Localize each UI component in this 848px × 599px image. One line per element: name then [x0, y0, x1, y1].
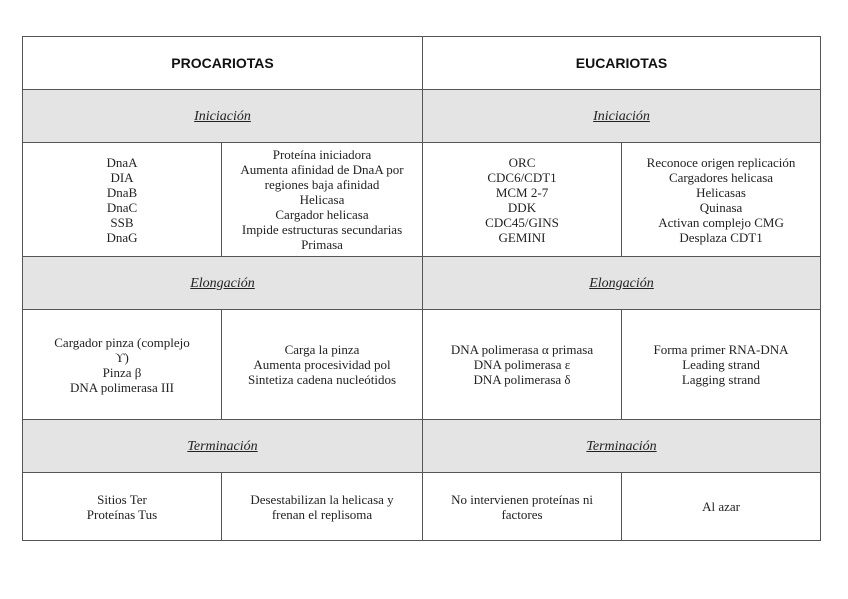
- cell-line: GEMINI: [498, 229, 546, 245]
- cell-line: Leading strand: [682, 357, 760, 372]
- header-prokaryotes: PROCARIOTAS: [23, 37, 423, 90]
- prok-elongation-functions: [222, 310, 423, 420]
- cell-line: DNA polimerasa α primasa: [450, 342, 594, 357]
- section-title: Iniciación: [593, 109, 650, 124]
- cell-line: Aumenta afinidad de DnaA por: [240, 162, 404, 177]
- prok-termination-title: [23, 420, 423, 473]
- section-title: Elongación: [589, 276, 654, 291]
- cell-line: DnaA: [106, 154, 138, 170]
- prok-termination-proteins: [23, 473, 222, 541]
- cell-line: ϒ): [115, 349, 129, 365]
- cell-line: Desestabilizan la helicasa y: [250, 491, 394, 507]
- cell-line: Primasa: [301, 237, 343, 252]
- prok-elongation-title: [23, 257, 423, 310]
- euk-elongation-functions: [622, 310, 821, 420]
- euk-termination-proteins: [423, 473, 622, 541]
- cell-line: frenan el replisoma: [271, 506, 373, 522]
- cell-line: DIA: [110, 169, 134, 185]
- prok-termination-functions: [222, 473, 423, 541]
- termination-row: [23, 473, 821, 541]
- cell-line: DnaC: [106, 199, 138, 215]
- cell-line: Sintetiza cadena nucleótidos: [248, 372, 397, 387]
- cell-line: regiones baja afinidad: [264, 177, 380, 192]
- cell-line: Sitios Ter: [97, 491, 147, 507]
- euk-initiation-functions: [622, 143, 821, 257]
- section-title: Terminación: [586, 439, 657, 454]
- section-row-termination: [23, 420, 821, 473]
- cell-line: Quinasa: [699, 199, 743, 215]
- cell-line: DNA polimerasa ε: [473, 357, 571, 372]
- euk-termination-title: [423, 420, 821, 473]
- cell-line: Al azar: [702, 499, 740, 514]
- prok-initiation-title: [23, 90, 423, 143]
- cell-line: DnaB: [106, 184, 138, 200]
- section-title: Elongación: [190, 276, 255, 291]
- cell-line: CDC45/GINS: [485, 214, 559, 230]
- cell-line: Cargador helicasa: [275, 207, 369, 222]
- cell-line: Helicasa: [299, 192, 345, 207]
- cell-line: factores: [501, 506, 543, 522]
- header-row: [23, 37, 821, 90]
- cell-line: Pinza β: [102, 364, 142, 380]
- cell-line: DNA polimerasa δ: [473, 372, 571, 387]
- cell-line: Activan complejo CMG: [658, 214, 784, 230]
- prok-initiation-functions: [222, 143, 423, 257]
- euk-elongation-proteins: [423, 310, 622, 420]
- section-title: Iniciación: [194, 109, 251, 124]
- cell-line: Carga la pinza: [284, 342, 360, 357]
- cell-line: CDC6/CDT1: [487, 169, 557, 185]
- initiation-row: [23, 143, 821, 257]
- euk-elongation-title: [423, 257, 821, 310]
- euk-initiation-proteins: [423, 143, 622, 257]
- cell-line: Impide estructuras secundarias: [241, 222, 403, 237]
- cell-line: No intervienen proteínas ni: [451, 491, 593, 507]
- section-row-elongation: [23, 257, 821, 310]
- prok-initiation-proteins: [23, 143, 222, 257]
- cell-line: Lagging strand: [681, 372, 761, 387]
- cell-line: Helicasas: [696, 184, 746, 200]
- cell-line: Proteína iniciadora: [272, 147, 372, 162]
- section-row-initiation: [23, 90, 821, 143]
- cell-line: ORC: [508, 154, 536, 170]
- cell-line: Proteínas Tus: [86, 506, 158, 522]
- cell-line: Forma primer RNA-DNA: [653, 342, 789, 357]
- cell-line: MCM 2-7: [495, 184, 549, 200]
- cell-line: Cargadores helicasa: [668, 169, 774, 185]
- cell-line: SSB: [110, 214, 134, 230]
- cell-line: DNA polimerasa III: [70, 379, 174, 395]
- cell-line: Reconoce origen replicación: [646, 154, 796, 170]
- replication-comparison-table: [22, 36, 821, 541]
- cell-line: DDK: [507, 199, 537, 215]
- cell-line: Cargador pinza (complejo: [54, 334, 190, 350]
- cell-line: Desplaza CDT1: [679, 229, 763, 245]
- euk-initiation-title: [423, 90, 821, 143]
- cell-line: Aumenta procesividad pol: [253, 357, 391, 372]
- prok-elongation-proteins: [23, 310, 222, 420]
- cell-line: DnaG: [106, 229, 138, 245]
- elongation-row: [23, 310, 821, 420]
- header-eukaryotes: EUCARIOTAS: [423, 37, 821, 90]
- euk-termination-functions: [622, 473, 821, 541]
- section-title: Terminación: [187, 439, 258, 454]
